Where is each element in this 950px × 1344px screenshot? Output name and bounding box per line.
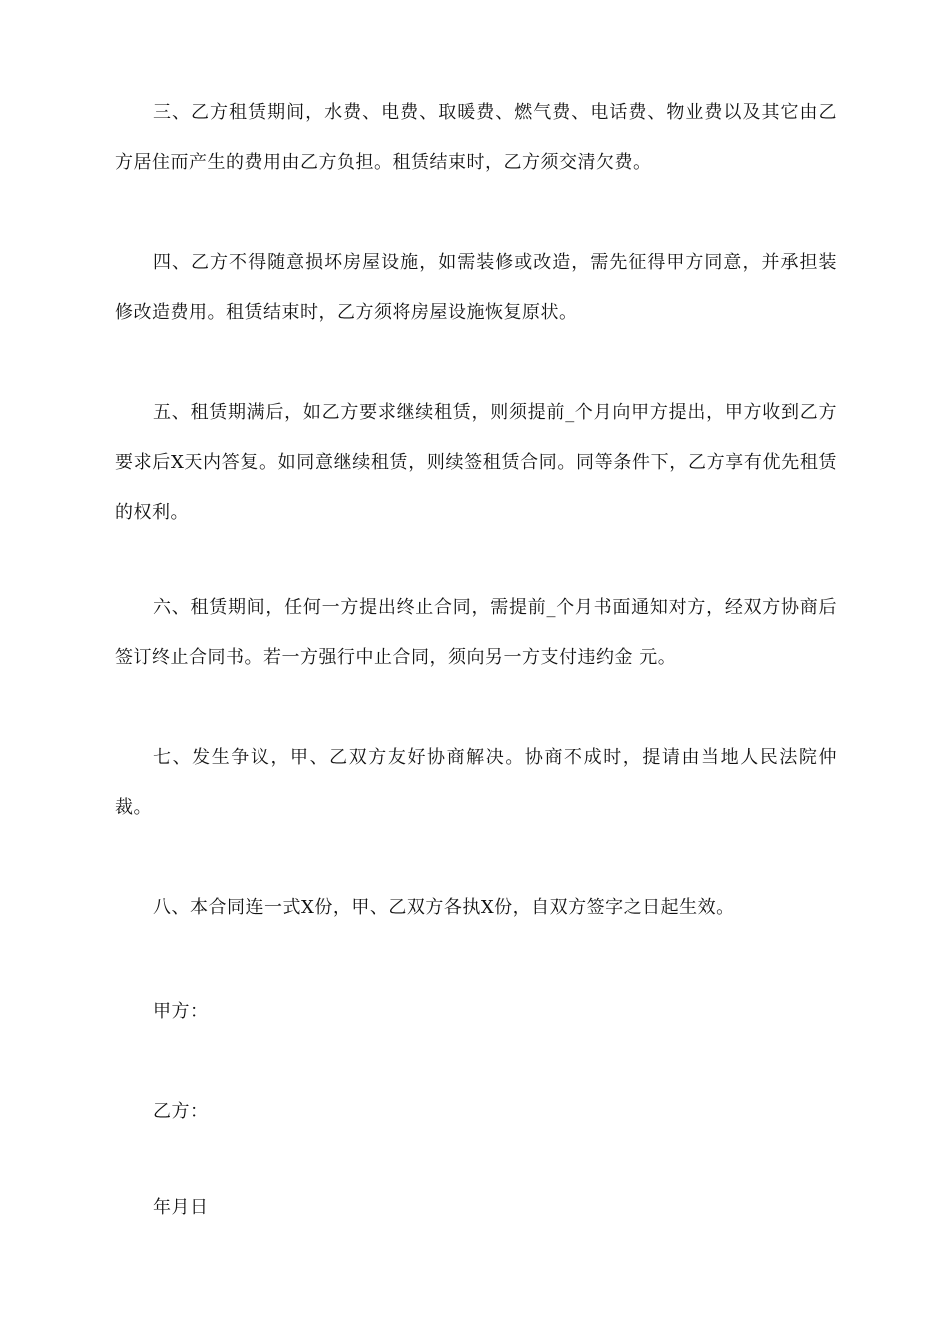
party-b-signature-label: 乙方：	[153, 1101, 209, 1122]
clause-seven: 七、发生争议，甲、乙双方友好协商解决。协商不成时，提请由当地人民法院仲裁。	[115, 747, 837, 818]
clause-three: 三、乙方租赁期间，水费、电费、取暖费、燃气费、电话费、物业费以及其它由乙方居住而产生的费用由乙方负担。租赁结束时，乙方须交清欠费。	[115, 102, 837, 173]
clause-six: 六、租赁期间，任何一方提出终止合同，需提前_个月书面通知对方，经双方协商后签订终止合同书。若一方强行中止合同，须向另一方支付违约金 元。	[115, 597, 837, 668]
clause-eight: 八、本合同连一式X份，甲、乙双方各执X份，自双方签字之日起生效。	[153, 897, 735, 918]
clause-four: 四、乙方不得随意损坏房屋设施，如需装修或改造，需先征得甲方同意，并承担装修改造费用。租赁结束时，乙方须将房屋设施恢复原状。	[115, 252, 837, 323]
party-a-signature-label: 甲方：	[153, 1001, 209, 1022]
clause-five: 五、租赁期满后，如乙方要求继续租赁，则须提前_个月向甲方提出，甲方收到乙方要求后X天内答复。如同意继续租赁，则续签租赁合同。同等条件下，乙方享有优先租赁的权利。	[115, 402, 837, 523]
signature-date-label: 年月日	[153, 1197, 209, 1218]
